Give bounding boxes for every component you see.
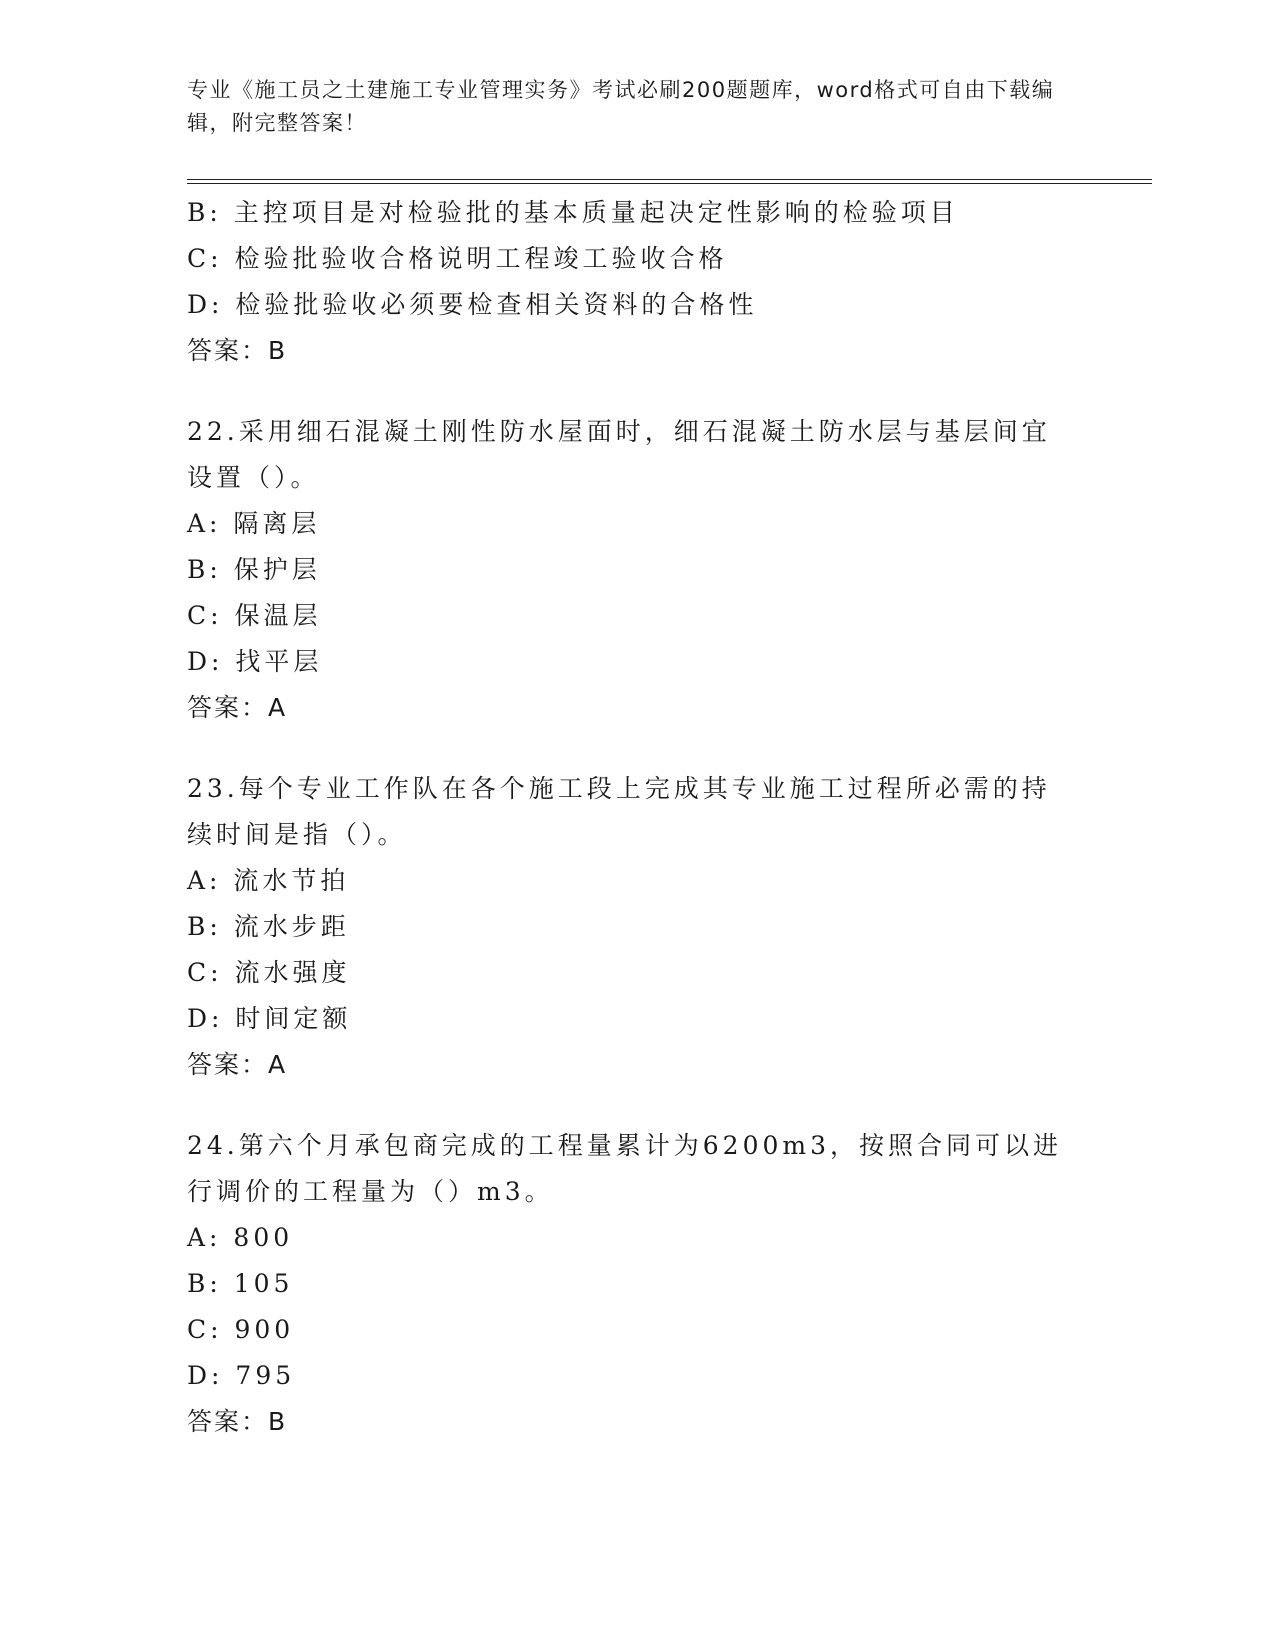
option-d: D: 检验批验收必须要检查相关资料的合格性 [187, 290, 758, 319]
option-c: C: 900 [187, 1315, 295, 1344]
option-a: A: 流水节拍 [187, 866, 350, 895]
question-text: 23.每个专业工作队在各个施工段上完成其专业施工过程所必需的持续时间是指（）。 [187, 774, 1051, 849]
answer-line: 答案：A [187, 693, 288, 722]
option-a: A: 隔离层 [187, 509, 321, 538]
question-list [187, 190, 1087, 1445]
option-b: B: 105 [187, 1269, 294, 1298]
answer-line: 答案：B [187, 1407, 288, 1436]
question-block-23 [187, 766, 1087, 1088]
document-header: 专业《施工员之土建施工专业管理实务》考试必刷200题题库，word格式可自由下载编辑，附完整答案！ [187, 78, 1055, 135]
option-d: D: 795 [187, 1361, 296, 1390]
answer-line: 答案：A [187, 1050, 288, 1079]
option-c: C: 流水强度 [187, 958, 351, 987]
question-text: 24.第六个月承包商完成的工程量累计为6200m3，按照合同可以进行调价的工程量为（）m3。 [187, 1131, 1062, 1206]
header-divider-bottom [187, 183, 1152, 184]
option-d: D: 找平层 [187, 647, 323, 676]
answer-line: 答案：B [187, 336, 288, 365]
option-c: C: 检验批验收合格说明工程竣工验收合格 [187, 244, 728, 273]
question-block-24 [187, 1123, 1087, 1445]
option-b: B: 主控项目是对检验批的基本质量起决定性影响的检验项目 [187, 198, 959, 227]
option-b: B: 流水步距 [187, 912, 350, 941]
question-block-22 [187, 409, 1087, 731]
question-text: 22.采用细石混凝土刚性防水屋面时，细石混凝土防水层与基层间宜设置（）。 [187, 417, 1051, 492]
option-c: C: 保温层 [187, 601, 322, 630]
question-block-partial [187, 190, 1087, 374]
option-b: B: 保护层 [187, 555, 321, 584]
header-divider-top [187, 179, 1152, 180]
option-a: A: 800 [187, 1223, 294, 1252]
option-d: D: 时间定额 [187, 1004, 352, 1033]
